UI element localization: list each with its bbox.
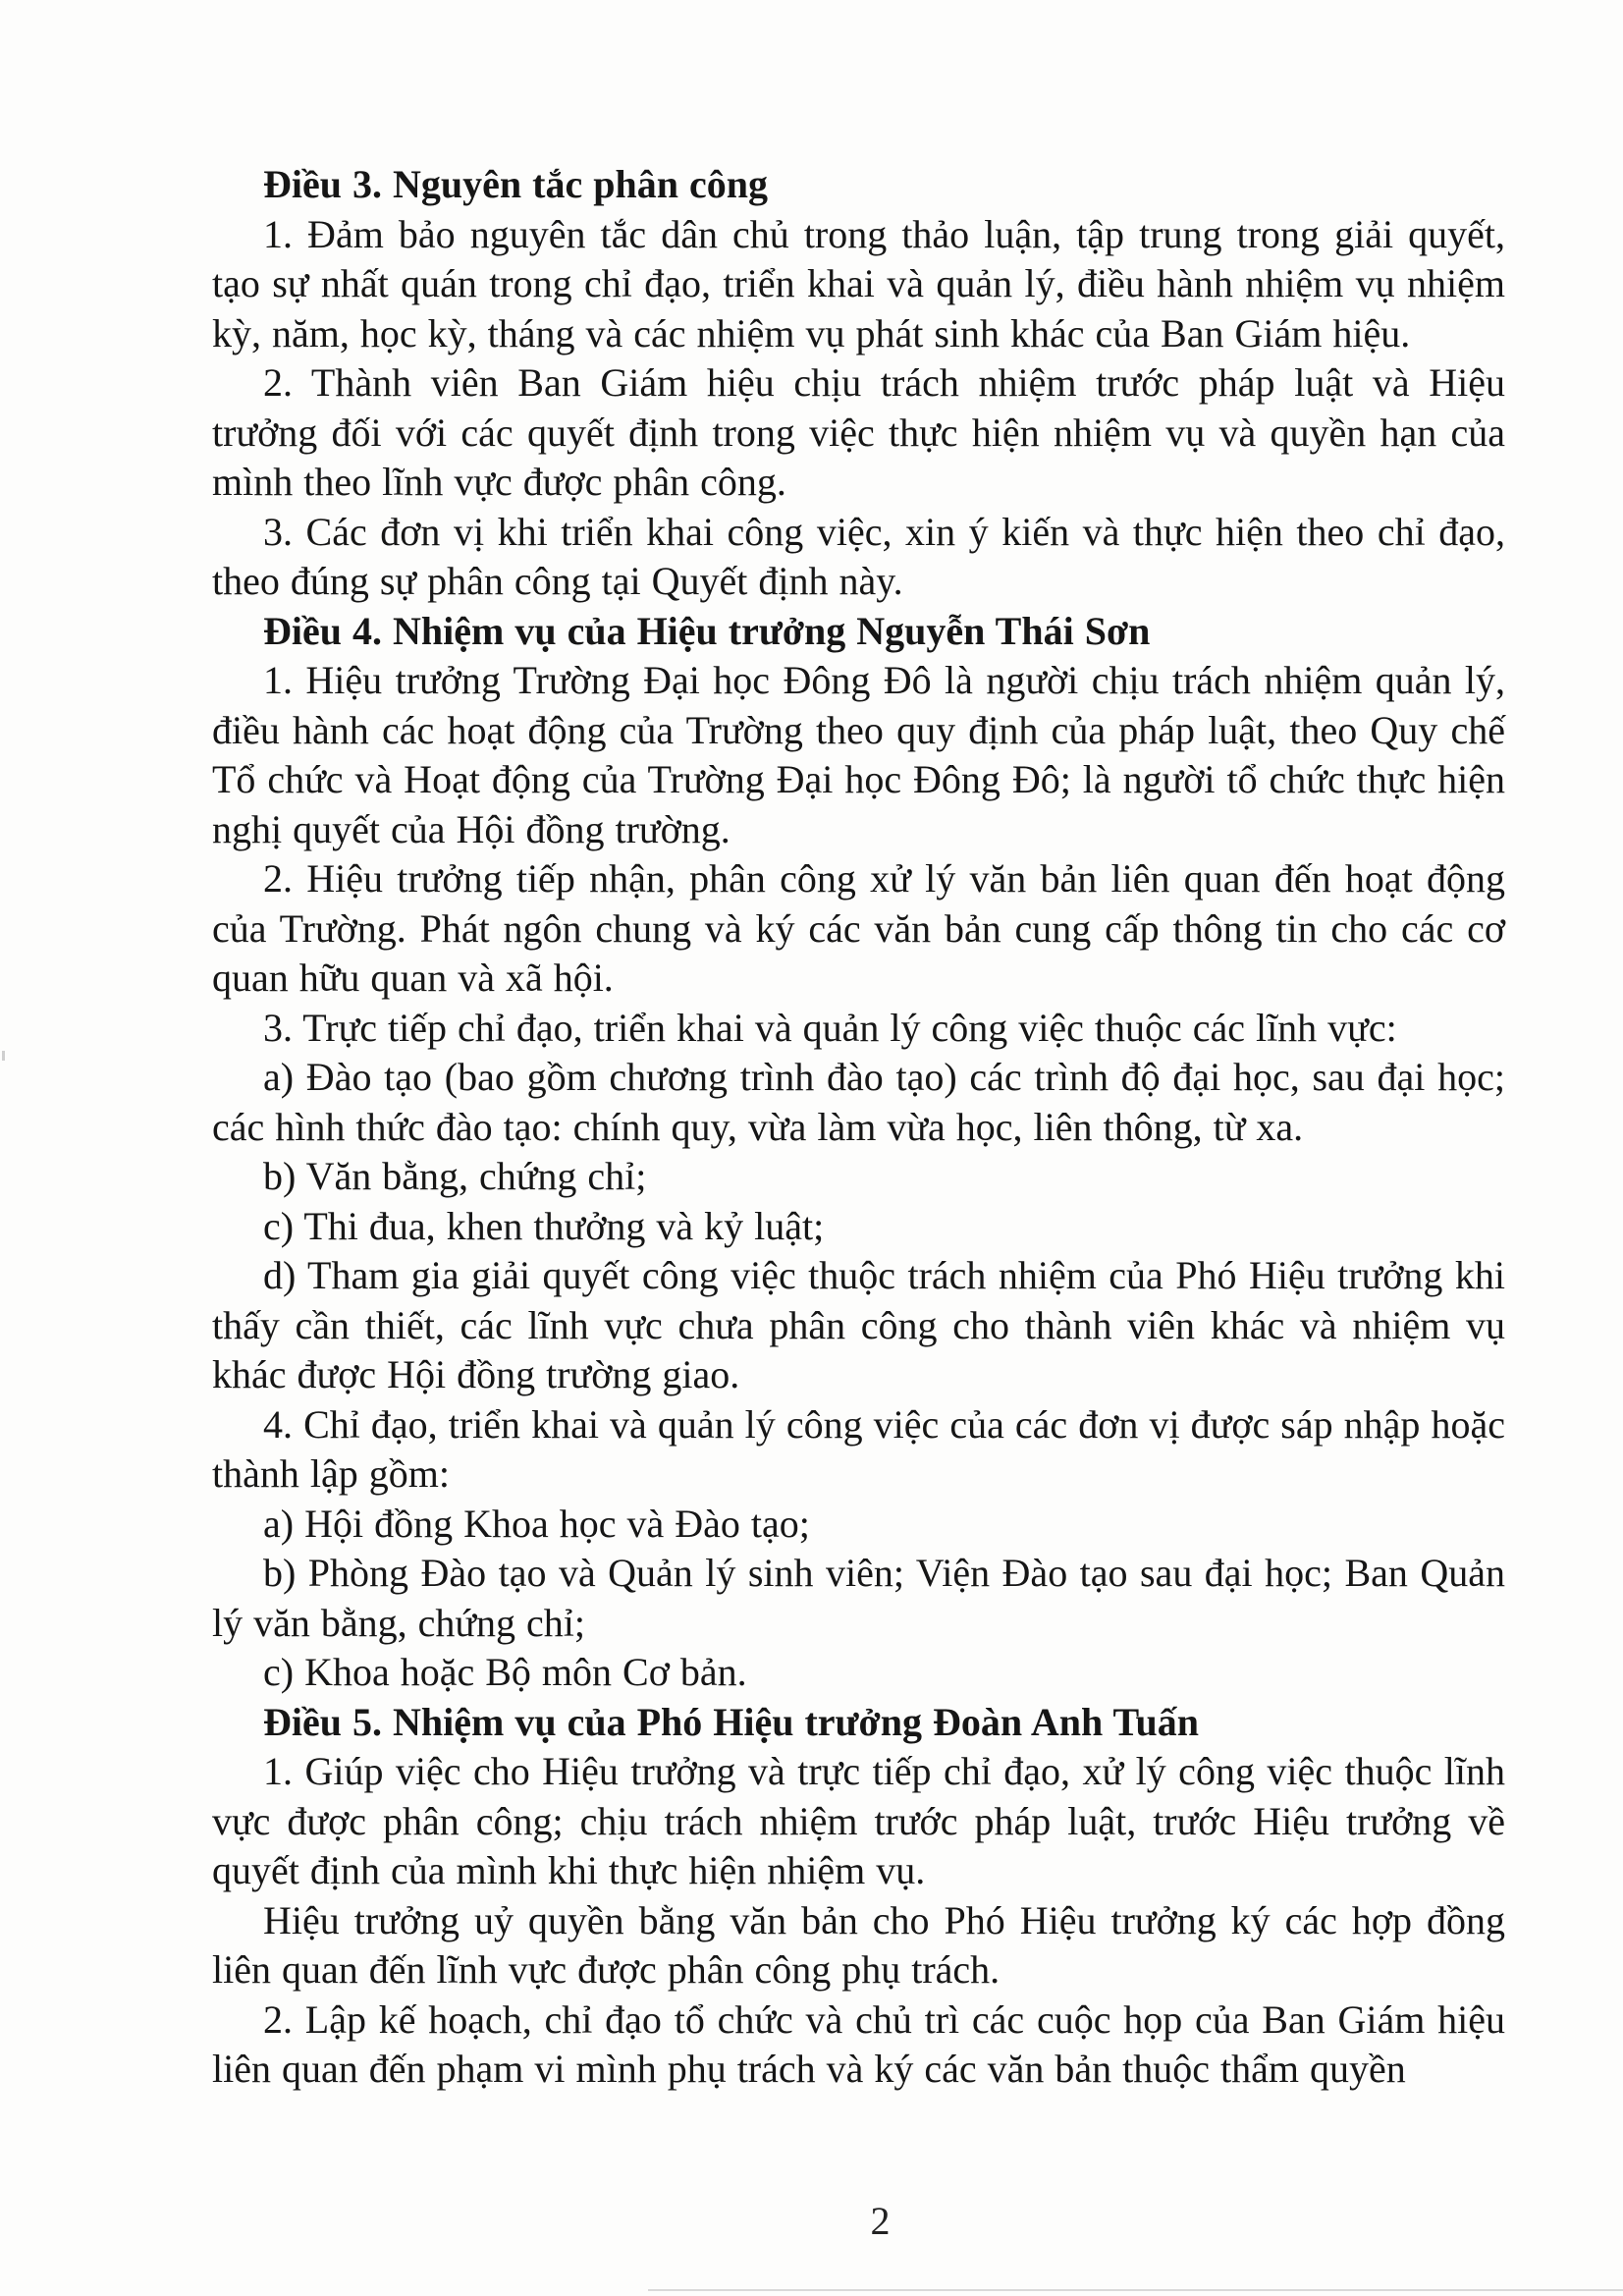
document-list-item: a) Đào tạo (bao gồm chương trình đào tạo) các trình độ đại học, sau đại học; các hình thức đào tạo: chính quy, vừa làm vừa học, liên thông, từ xa.: [212, 1055, 1505, 1149]
document-body: [212, 160, 1505, 2095]
document-paragraph: 2. Hiệu trưởng tiếp nhận, phân công xử lý văn bản liên quan đến hoạt động của Trường. Phát ngôn chung và ký các văn bản cung cấp thông tin cho các cơ quan hữu quan và xã hội.: [212, 856, 1505, 1000]
article-heading-dieu-4: Điều 4. Nhiệm vụ của Hiệu trưởng Nguyễn Thái Sơn: [263, 608, 1151, 653]
document-list-item: d) Tham gia giải quyết công việc thuộc trách nhiệm của Phó Hiệu trưởng khi thấy cần thiết, các lĩnh vực chưa phân công cho thành viên khác và nhiệm vụ khác được Hội đồng trường giao.: [212, 1253, 1505, 1396]
document-list-item: c) Thi đua, khen thưởng và kỷ luật;: [263, 1203, 825, 1248]
document-paragraph: 1. Giúp việc cho Hiệu trưởng và trực tiếp chỉ đạo, xử lý công việc thuộc lĩnh vực được phân công; chịu trách nhiệm trước pháp luật, trước Hiệu trưởng về quyết định của mình khi thực hiện nhiệm vụ.: [212, 1749, 1505, 1892]
document-paragraph: 3. Trực tiếp chỉ đạo, triển khai và quản lý công việc thuộc các lĩnh vực:: [263, 1005, 1397, 1050]
document-list-item: b) Phòng Đào tạo và Quản lý sinh viên; Viện Đào tạo sau đại học; Ban Quản lý văn bằng, chứng chỉ;: [212, 1551, 1505, 1645]
document-paragraph: 4. Chỉ đạo, triển khai và quản lý công việc của các đơn vị được sáp nhập hoặc thành lập gồm:: [212, 1401, 1505, 1496]
document-paragraph: 3. Các đơn vị khi triển khai công việc, xin ý kiến và thực hiện theo chỉ đạo, theo đúng sự phân công tại Quyết định này.: [212, 509, 1505, 603]
document-paragraph: Hiệu trưởng uỷ quyền bằng văn bản cho Phó Hiệu trưởng ký các hợp đồng liên quan đến lĩnh vực được phân công phụ trách.: [212, 1897, 1505, 1992]
scan-artifact-line: [648, 2289, 1623, 2291]
page-number: 2: [870, 2199, 891, 2243]
article-heading-dieu-5: Điều 5. Nhiệm vụ của Phó Hiệu trưởng Đoàn Anh Tuấn: [263, 1699, 1200, 1744]
document-paragraph: 1. Đảm bảo nguyên tắc dân chủ trong thảo luận, tập trung trong giải quyết, tạo sự nhất quán trong chỉ đạo, triển khai và quản lý, điều hành nhiệm vụ nhiệm kỳ, năm, học kỳ, tháng và các nhiệm vụ phát sinh khác của Ban Giám hiệu.: [212, 211, 1505, 355]
article-heading-dieu-3: Điều 3. Nguyên tắc phân công: [263, 162, 768, 206]
document-list-item: b) Văn bằng, chứng chỉ;: [263, 1154, 647, 1198]
scan-artifact-speck: [2, 1051, 5, 1061]
document-paragraph: 2. Thành viên Ban Giám hiệu chịu trách nhiệm trước pháp luật và Hiệu trưởng đối với các quyết định trong việc thực hiện nhiệm vụ và quyền hạn của mình theo lĩnh vực được phân công.: [212, 360, 1505, 504]
document-paragraph: 2. Lập kế hoạch, chỉ đạo tổ chức và chủ trì các cuộc họp của Ban Giám hiệu liên quan đến phạm vi mình phụ trách và ký các văn bản thuộc thẩm quyền: [212, 1996, 1505, 2091]
document-list-item: c) Khoa hoặc Bộ môn Cơ bản.: [263, 1650, 747, 1694]
document-list-item: a) Hội đồng Khoa học và Đào tạo;: [263, 1501, 810, 1546]
document-paragraph: 1. Hiệu trưởng Trường Đại học Đông Đô là người chịu trách nhiệm quản lý, điều hành các hoạt động của Trường theo quy định của pháp luật, theo Quy chế Tổ chức và Hoạt động của Trường Đại học Đông Đô; là người tổ chức thực hiện nghị quyết của Hội đồng trường.: [212, 658, 1505, 851]
